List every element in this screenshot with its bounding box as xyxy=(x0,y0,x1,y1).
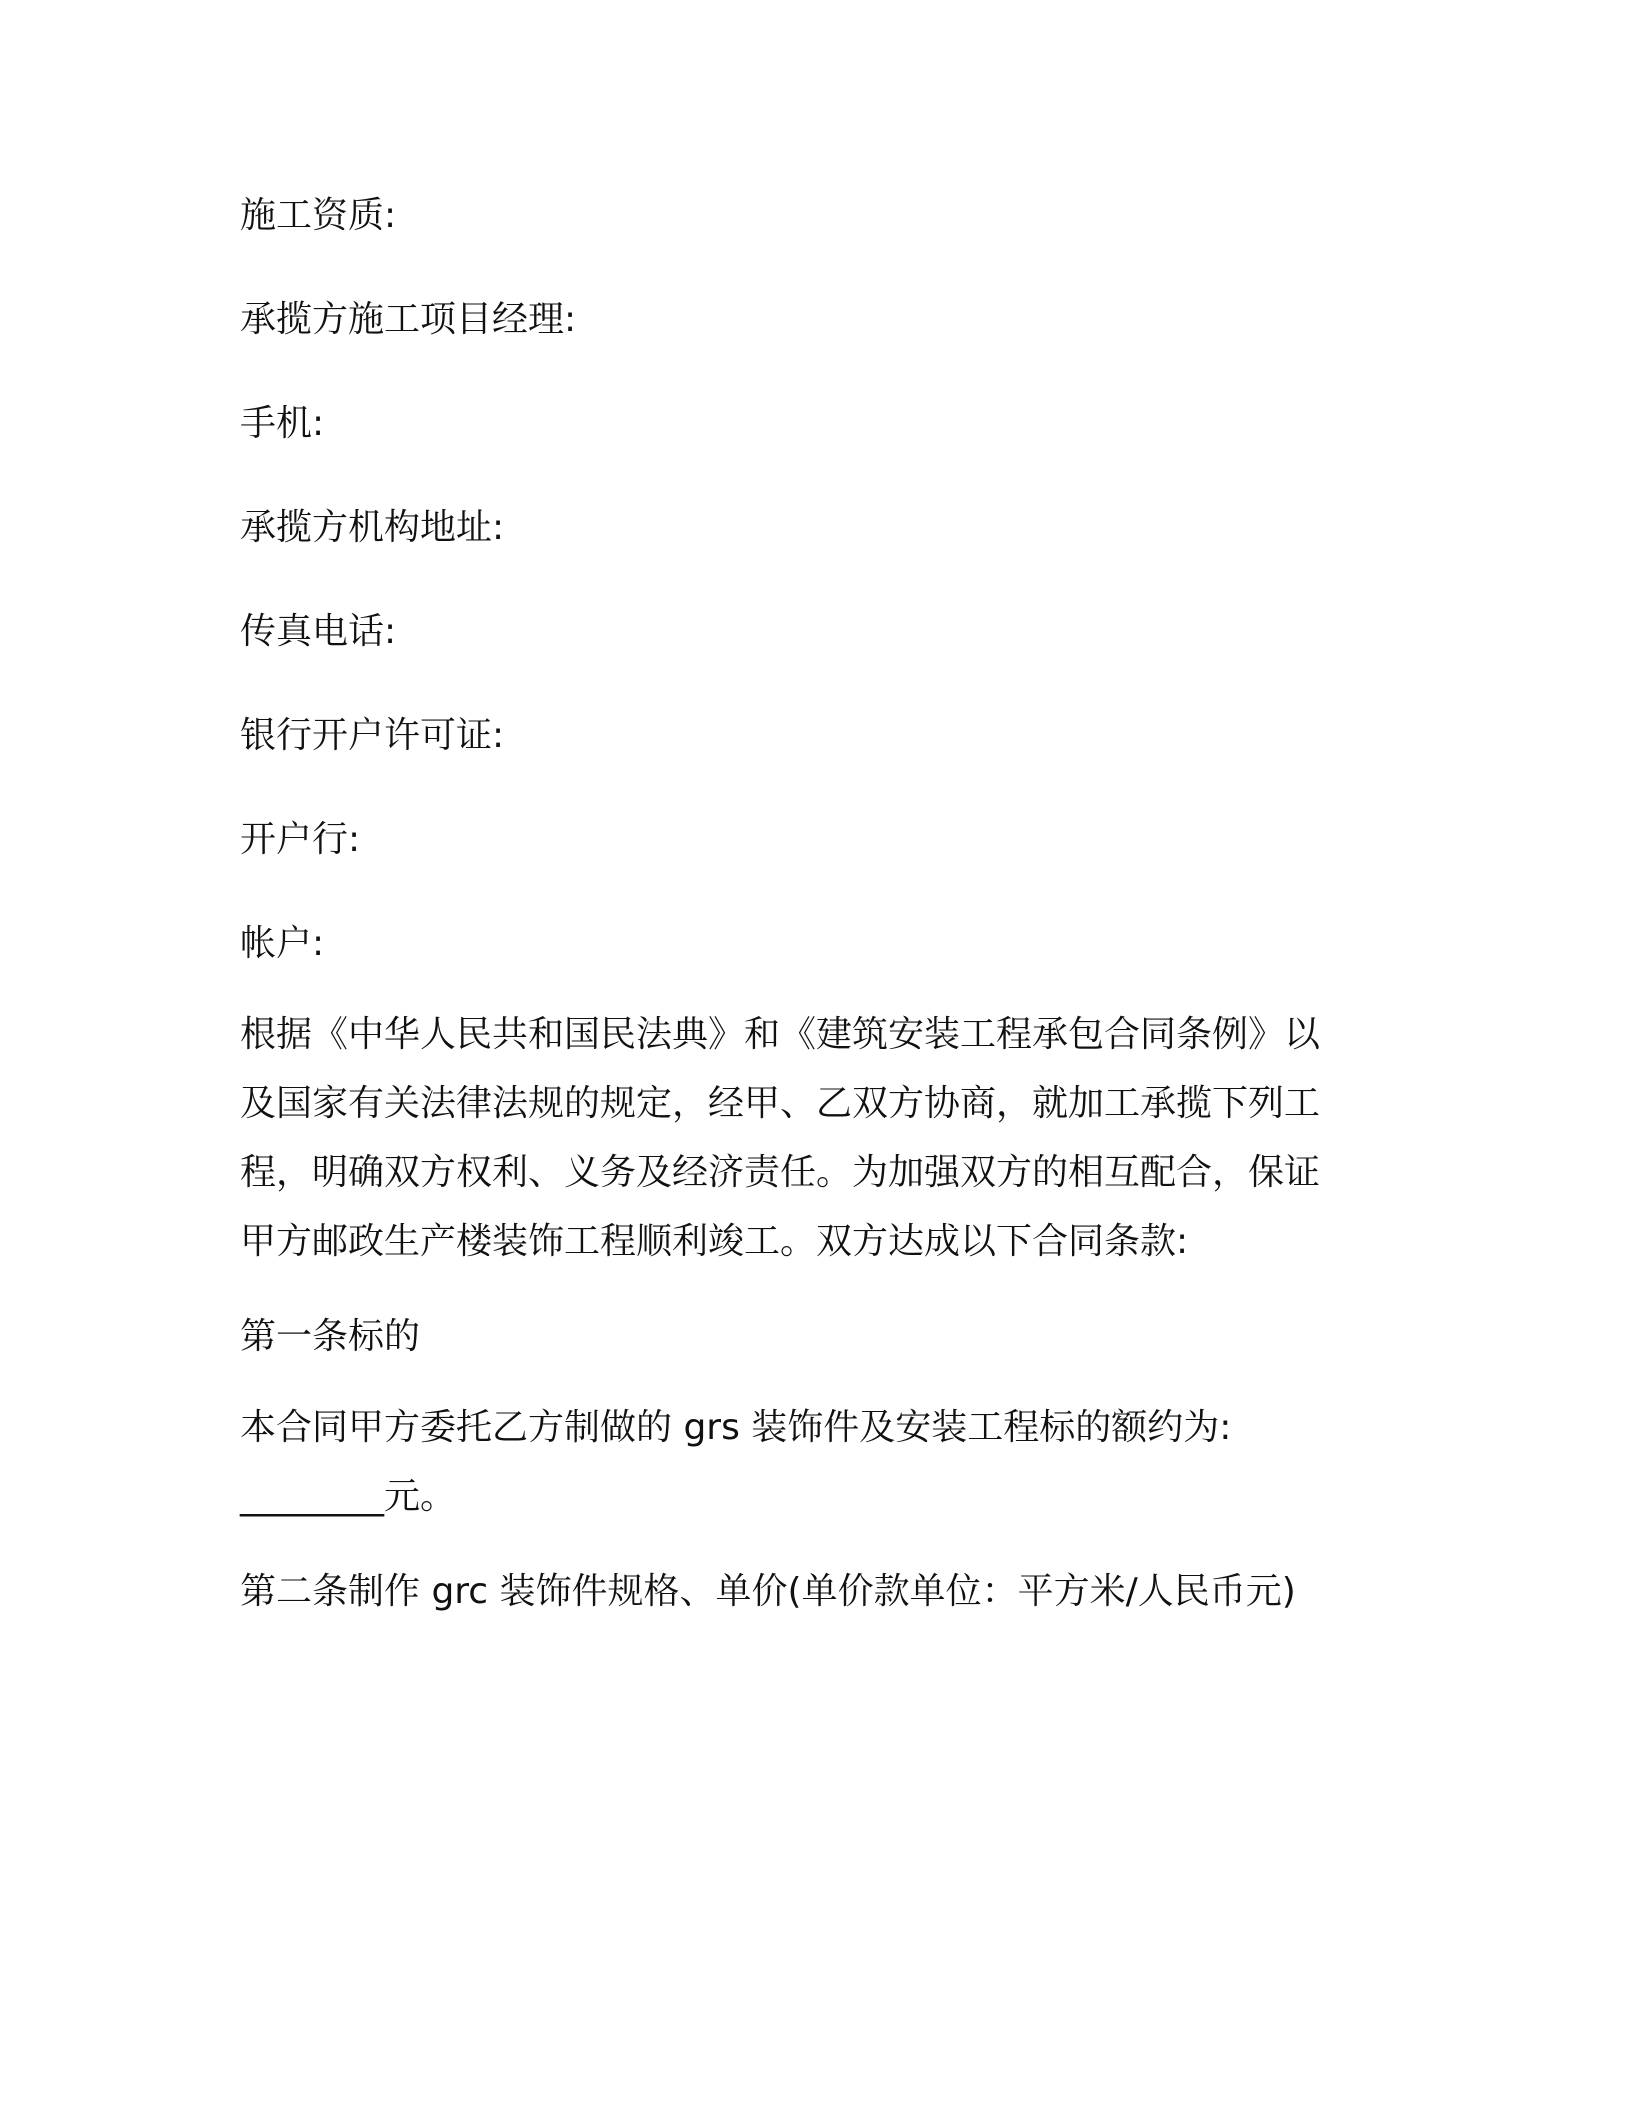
field-contractor-address: 承揽方机构地址: xyxy=(240,507,505,548)
field-project-manager: 承揽方施工项目经理: xyxy=(240,299,577,340)
field-mobile: 手机: xyxy=(240,403,325,444)
article-2-heading: 第二条制作 grc 装饰件规格、单价(单价款单位：平方米/人民币元) xyxy=(240,1571,1296,1612)
field-bank-permit: 银行开户许可证: xyxy=(240,715,505,756)
intro-line: 及国家有关法律法规的规定，经甲、乙双方协商，就加工承揽下列工 xyxy=(240,1083,1321,1124)
field-bank: 开户行: xyxy=(240,819,361,860)
article-1-paragraph xyxy=(240,1393,1360,1531)
intro-line: 甲方邮政生产楼装饰工程顺利竣工。双方达成以下合同条款: xyxy=(240,1221,1189,1262)
field-fax: 传真电话: xyxy=(240,611,397,652)
article-1-heading: 第一条标的 xyxy=(240,1316,421,1357)
intro-paragraph xyxy=(240,1000,1360,1276)
article-1-line: ________元。 xyxy=(240,1476,457,1517)
intro-line: 程，明确双方权利、义务及经济责任。为加强双方的相互配合，保证 xyxy=(240,1152,1321,1193)
field-construction-qualification: 施工资质: xyxy=(240,195,397,236)
intro-line: 根据《中华人民共和国民法典》和《建筑安装工程承包合同条例》以 xyxy=(240,1014,1321,1055)
article-1-line: 本合同甲方委托乙方制做的 grs 装饰件及安装工程标的额约为: xyxy=(240,1407,1232,1448)
field-account: 帐户: xyxy=(240,923,325,964)
document-body xyxy=(240,190,1360,1670)
